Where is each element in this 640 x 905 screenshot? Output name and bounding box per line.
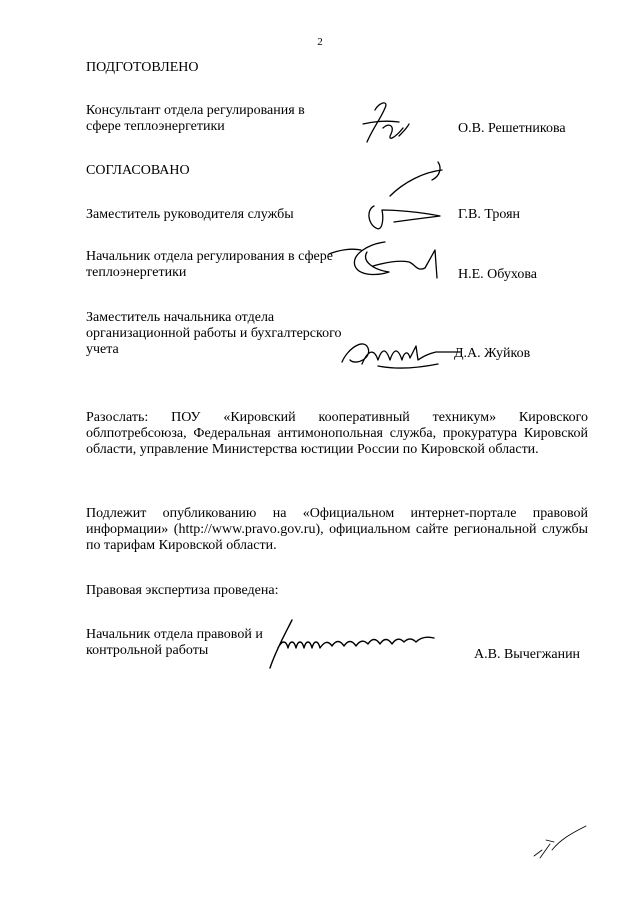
signature-reshetnikova xyxy=(355,98,415,148)
signature-vychegzhanin xyxy=(262,612,447,672)
signature-obukhova xyxy=(325,232,460,292)
signer-name-obukhova: Н.Е. Обухова xyxy=(458,267,537,282)
legal-review-position: Начальник отдела правовой и контрольной работы xyxy=(86,627,263,658)
signer-position-obukhova: Начальник отдела регулирования в сфере теплоэнергетики xyxy=(86,249,333,280)
signer-position-troyan: Заместитель руководителя службы xyxy=(86,207,294,222)
agreed-heading: СОГЛАСОВАНО xyxy=(86,163,190,178)
legal-review-statement: Правовая экспертиза проведена: xyxy=(86,583,279,598)
signer-name-zhuikov: Д.А. Жуйков xyxy=(454,346,531,361)
prepared-name: О.В. Решетникова xyxy=(458,121,566,136)
signer-name-troyan: Г.В. Троян xyxy=(458,207,521,222)
page-number: 2 xyxy=(317,36,323,48)
margin-scribble xyxy=(530,820,600,865)
distribution-paragraph: Разослать: ПОУ «Кировский кооперативный техникум» Кировского облпотребсоюза, Федеральная антимонопольная служба, прокуратура Кировской области, управление Министерства юстиции России по Кировской области. xyxy=(86,410,588,457)
publication-paragraph: Подлежит опубликованию на «Официальном интернет-портале правовой информации» (http://www.pravo.gov.ru), официальном сайте региональной службы по тарифам Кировской области. xyxy=(86,506,588,553)
prepared-heading: ПОДГОТОВЛЕНО xyxy=(86,60,199,75)
legal-review-name: А.В. Вычегжанин xyxy=(474,647,581,662)
signature-zhuikov xyxy=(338,330,468,380)
prepared-position: Консультант отдела регулирования в сфере теплоэнергетики xyxy=(86,103,305,134)
signature-troyan xyxy=(320,160,465,240)
signer-position-zhuikov: Заместитель начальника отдела организационной работы и бухгалтерского учета xyxy=(86,310,342,357)
